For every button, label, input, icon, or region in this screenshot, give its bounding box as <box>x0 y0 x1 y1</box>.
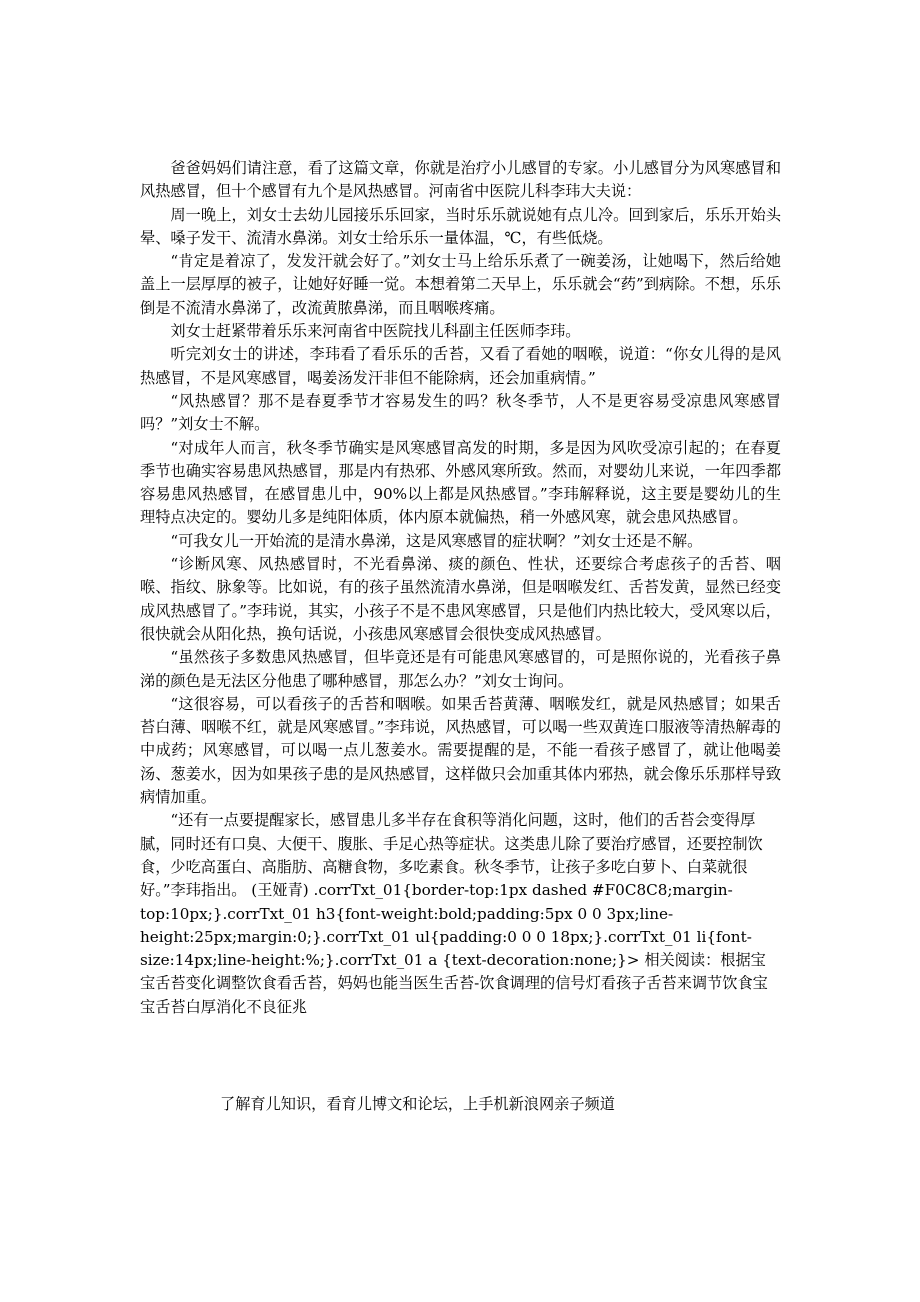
paragraph-intro: 爸爸妈妈们请注意，看了这篇文章，你就是治疗小儿感冒的专家。小儿感冒分为风寒感冒和风热感冒，但十个感冒有九个是风热感冒。河南省中医院儿科李玮大夫说： <box>140 159 781 201</box>
paragraph-question-season: “风热感冒？那不是春夏季节才容易发生的吗？秋冬季节，人不是更容易受凉患风寒感冒吗？”刘女士不解。 <box>140 391 781 434</box>
paragraph-explanation-tongue: “这很容易，可以看孩子的舌苔和咽喉。如果舌苔黄薄、咽喉发红，就是风热感冒；如果舌苔白薄、咽喉不红，就是风寒感冒。”李玮说，风热感冒，可以喝一些双黄连口服液等清热解毒的中成药；风寒感冒，可以喝一点儿葱姜水。需要提醒的是，不能一看孩子感冒了，就让他喝姜汤、葱姜水，因为如果孩子患的是风热感冒，这样做只会加重其体内邪热，就会像乐乐那样导致病情加重。 <box>140 694 781 807</box>
paragraph-explanation-diagnosis: “诊断风寒、风热感冒时，不光看鼻涕、痰的颜色、性状，还要综合考虑孩子的舌苔、咽喉、指纹、脉象等。比如说，有的孩子虽然流清水鼻涕，但是咽喉发红、舌苔发黄，显然已经变成风热感冒了。”李玮说，其实，小孩子不是不患风寒感冒，只是他们内热比较大，受风寒以后，很快就会从阳化热，换句话说，小孩患风寒感冒会很快变成风热感冒。 <box>140 555 781 643</box>
paragraph-hospital-visit: 刘女士赶紧带着乐乐来河南省中医院找儿科副主任医师李玮。 <box>170 322 581 341</box>
paragraph-closing-and-related: “还有一点要提醒家长，感冒患儿多半存在食积等消化问题，这时，他们的舌苔会变得厚腻，同时还有口臭、大便干、腹胀、手足心热等症状。这类患儿除了要治疗感冒，还要控制饮食，少吃高蛋白、高脂肪、高糖食物，多吃素食。秋冬季节，让孩子多吃白萝卜、白菜就很好。”李玮指出。 (王娅青) .corrTxt_01{border-top:1px dashed #F0C8C8;margin-top:10px;}.corrTxt_01 h3{font-weight:bold;padding:5px 0 0 3px;line-height:25px;margin:0;}.corrTxt_01 ul{padding:0 0 0 18px;}.corrTxt_01 li{font-size:14px;line-height:%;}.corrTxt_01 a {text-decoration:none;}> 相关阅读：根据宝宝舌苔变化调整饮食看舌苔，妈妈也能当医生舌苔-饮食调理的信号灯看孩子舌苔来调节饮食宝宝舌苔白厚消化不良征兆 <box>140 811 768 1016</box>
footer-note: 了解育儿知识，看育儿博文和论坛，上手机新浪网亲子频道 <box>220 1095 615 1113</box>
paragraph-story-start: 周一晚上，刘女士去幼儿园接乐乐回家，当时乐乐就说她有点儿冷。回到家后，乐乐开始头晕、嗓子发干、流清水鼻涕。刘女士给乐乐一量体温，℃，有些低烧。 <box>140 205 781 247</box>
paragraph-ginger-soup: “肯定是着凉了，发发汗就会好了。”刘女士马上给乐乐煮了一碗姜汤，让她喝下，然后给她盖上一层厚厚的被子，让她好好睡一觉。本想着第二天早上，乐乐就会“药”到病除。不想，乐乐倒是不流清水鼻涕了，改流黄脓鼻涕，而且咽喉疼痛。 <box>140 252 781 317</box>
article-body <box>140 157 781 1019</box>
paragraph-question-method: “虽然孩子多数患风热感冒，但毕竟还是有可能患风寒感冒的，可是照你说的，光看孩子鼻涕的颜色是无法区分他患了哪种感冒，那怎么办？”刘女士询问。 <box>140 648 781 690</box>
paragraph-question-symptom: “可我女儿一开始流的是清水鼻涕，这是风寒感冒的症状啊？”刘女士还是不解。 <box>170 531 703 550</box>
paragraph-explanation-season: “对成年人而言，秋冬季节确实是风寒感冒高发的时期，多是因为风吹受凉引起的；在春夏季节也确实容易患风热感冒，那是内有热邪、外感风寒所致。然而，对婴幼儿来说，一年四季都容易患风热感冒，在感冒患儿中，90%以上都是风热感冒。”李玮解释说，这主要是婴幼儿的生理特点决定的。婴幼儿多是纯阳体质，体内原本就偏热，稍一外感风寒，就会患风热感冒。 <box>140 438 781 527</box>
paragraph-diagnosis: 听完刘女士的讲述，李玮看了看乐乐的舌苔，又看了看她的咽喉，说道：“你女儿得的是风热感冒，不是风寒感冒，喝姜汤发汗非但不能除病，还会加重病情。” <box>140 345 781 387</box>
